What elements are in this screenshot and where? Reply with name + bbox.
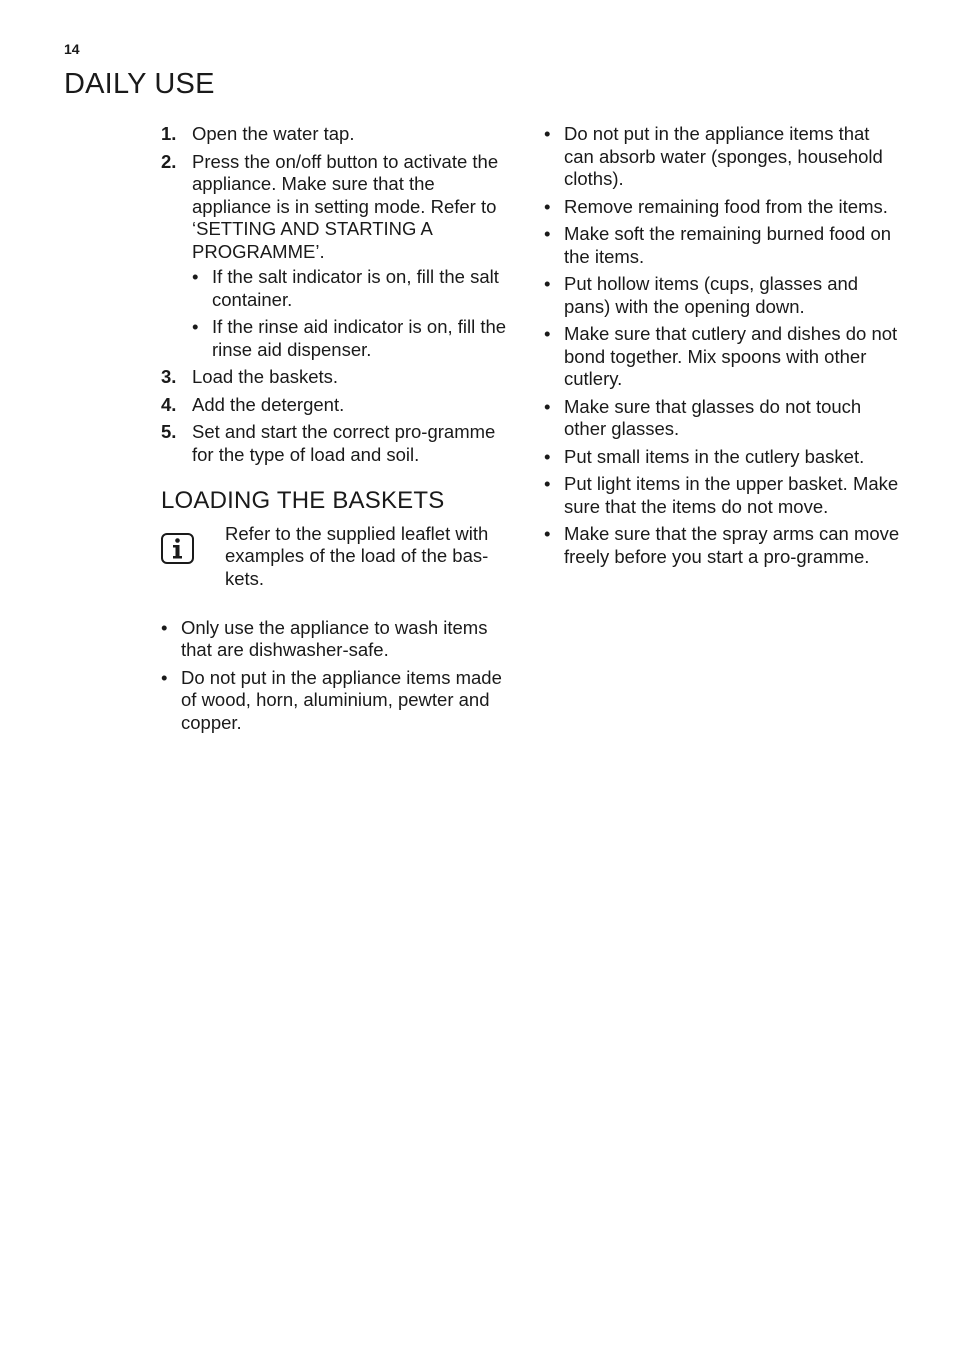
bullet-item: • Put hollow items (cups, glasses and pans) with the opening down.	[544, 273, 904, 318]
bullet-item: • Do not put in the appliance items made of wood, horn, aluminium, pewter and copper.	[161, 667, 516, 735]
bullet-item: • Make sure that glasses do not touch other glasses.	[544, 396, 904, 441]
bullet-item: • Make soft the remaining burned food on the items.	[544, 223, 904, 268]
sub-bullet-item: • If the salt indicator is on, fill the salt container.	[192, 266, 516, 311]
step-text: Load the baskets.	[192, 366, 339, 387]
right-column	[544, 123, 904, 573]
bullet-item: • Put light items in the upper basket. Make sure that the items do not move.	[544, 473, 904, 518]
bullet-item: • Put small items in the cutlery basket.	[544, 446, 904, 469]
step-item	[161, 421, 516, 466]
sub-bullet-list	[192, 266, 516, 361]
bullet-item: • Only use the appliance to wash items that are dishwasher-safe.	[161, 617, 516, 662]
step-text: Open the water tap.	[192, 123, 355, 144]
step-number: 1.	[161, 123, 177, 144]
step-item	[161, 366, 516, 389]
step-text: Press the on/off button to activate the appliance. Make sure that the appliance is in setting mode. Refer to ‘SETTING AND STARTING A PROGRAMME’.	[192, 150, 499, 262]
step-number: 5.	[161, 421, 177, 442]
info-box	[161, 523, 516, 603]
step-item	[161, 151, 516, 362]
page-title: DAILY USE	[64, 68, 215, 100]
step-item	[161, 123, 516, 146]
step-number: 3.	[161, 366, 177, 387]
bullet-item: • Make sure that the spray arms can move freely before you start a pro-gramme.	[544, 523, 904, 568]
info-icon	[161, 533, 194, 564]
step-text: Set and start the correct pro-gramme for the type of load and soil.	[192, 421, 496, 465]
step-number: 4.	[161, 393, 177, 415]
section-heading: LOADING THE BASKETS	[161, 487, 445, 514]
left-column	[161, 123, 516, 739]
right-bullet-list	[544, 123, 904, 568]
step-text: Add the detergent.	[192, 393, 345, 415]
sub-bullet-item: • If the rinse aid indicator is on, fill the rinse aid dispenser.	[192, 316, 516, 361]
bullet-item: • Do not put in the appliance items that can absorb water (sponges, household cloths).	[544, 123, 904, 191]
bullet-item: • Make sure that cutlery and dishes do not bond together. Mix spoons with other cutlery.	[544, 323, 904, 391]
left-bullet-list	[161, 617, 516, 735]
step-number: 2.	[161, 150, 177, 172]
steps-list	[161, 123, 516, 466]
step-item	[161, 394, 516, 417]
bullet-item: • Remove remaining food from the items.	[544, 196, 904, 219]
page-number: 14	[64, 41, 80, 57]
info-text: Refer to the supplied leaflet with examples of the load of the bas-kets.	[225, 522, 489, 589]
